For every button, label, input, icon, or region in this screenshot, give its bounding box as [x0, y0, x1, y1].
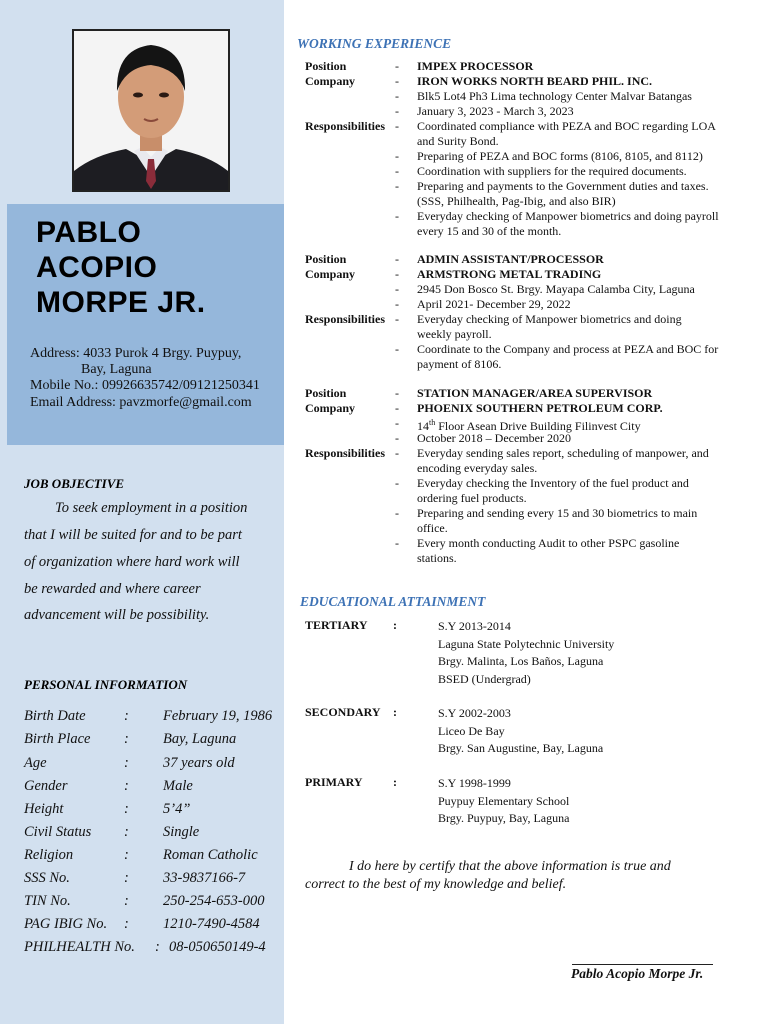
email-address: Email Address: pavzmorfe@gmail.com	[30, 395, 252, 410]
personal-info-colon: :	[124, 916, 129, 932]
experience-dash: -	[395, 209, 399, 223]
personal-info-colon: :	[124, 731, 129, 747]
mobile-number: Mobile No.: 09926635742/09121250341	[30, 378, 260, 393]
experience-dash: -	[395, 104, 399, 118]
personal-info-label: Birth Date	[24, 708, 86, 724]
personal-info-heading: PERSONAL INFORMATION	[24, 677, 188, 692]
experience-value: Coordination with suppliers for the required documents.	[417, 164, 687, 178]
experience-dash: -	[395, 386, 399, 400]
experience-dash: -	[395, 267, 399, 281]
experience-dash: -	[395, 282, 399, 296]
experience-dash: -	[395, 536, 399, 550]
education-level: PRIMARY	[305, 775, 363, 789]
experience-value: payment of 8106.	[417, 357, 502, 371]
objective-line: be rewarded and where career	[24, 581, 201, 597]
experience-dash: -	[395, 119, 399, 133]
experience-value: Blk5 Lot4 Ph3 Lima technology Center Malvar Batangas	[417, 89, 692, 103]
personal-info-value: 37 years old	[163, 755, 235, 771]
experience-value: Everyday checking the Inventory of the fuel product and	[417, 476, 689, 490]
experience-value: October 2018 – December 2020	[417, 431, 571, 445]
experience-row	[305, 401, 745, 415]
experience-row	[305, 386, 745, 400]
personal-info-row	[24, 755, 280, 775]
person-portrait-icon	[74, 31, 228, 190]
name-contact-box	[7, 204, 284, 445]
experience-row	[305, 74, 745, 88]
education-detail: Brgy. San Augustine, Bay, Laguna	[438, 741, 604, 755]
experience-row	[305, 342, 745, 356]
personal-info-colon: :	[124, 847, 129, 863]
education-colon: :	[393, 618, 397, 632]
personal-info-label: Gender	[24, 778, 68, 794]
experience-value: Preparing and payments to the Government duties and taxes.	[417, 179, 709, 193]
personal-info-row	[24, 870, 280, 890]
experience-value: ADMIN ASSISTANT/PROCESSOR	[417, 252, 604, 266]
experience-row	[305, 267, 745, 281]
experience-dash: -	[395, 252, 399, 266]
experience-label: Company	[305, 267, 356, 281]
personal-info-colon: :	[124, 824, 129, 840]
experience-value: PHOENIX SOUTHERN PETROLEUM CORP.	[417, 401, 663, 415]
education-detail: Brgy. Malinta, Los Baños, Laguna	[438, 654, 604, 668]
education-detail: Brgy. Puypuy, Bay, Laguna	[438, 811, 570, 825]
experience-row	[305, 312, 745, 326]
experience-row	[305, 446, 745, 460]
education-level: TERTIARY	[305, 618, 368, 632]
experience-dash: -	[395, 59, 399, 73]
personal-info-colon: :	[124, 778, 129, 794]
education-detail: S.Y 2002-2003	[438, 706, 511, 720]
personal-info-label: PAG IBIG No.	[24, 916, 108, 932]
experience-heading: WORKING EXPERIENCE	[297, 36, 452, 51]
personal-info-value: 250-254-653-000	[163, 893, 265, 909]
signature-name: Pablo Acopio Morpe Jr.	[571, 966, 704, 981]
experience-value: ARMSTRONG METAL TRADING	[417, 267, 602, 281]
experience-row	[305, 461, 745, 475]
name-last: MORPE JR.	[36, 286, 206, 319]
personal-info-value: February 19, 1986	[163, 708, 273, 724]
experience-dash: -	[395, 476, 399, 490]
experience-value: IMPEX PROCESSOR	[417, 59, 534, 73]
personal-info-label: Religion	[24, 847, 74, 863]
experience-value: office.	[417, 521, 448, 535]
certification-line: I do here by certify that the above information is true and	[349, 859, 671, 874]
personal-info-value: 1210-7490-4584	[163, 916, 260, 932]
experience-value: Coordinated compliance with PEZA and BOC regarding LOA	[417, 119, 716, 133]
experience-row	[305, 476, 745, 490]
personal-info-value: 5’4”	[163, 801, 191, 817]
experience-dash: -	[395, 401, 399, 415]
experience-row	[305, 224, 745, 238]
experience-label: Company	[305, 401, 356, 415]
objective-line: that I will be suited for and to be part	[24, 527, 242, 543]
sidebar	[0, 0, 284, 1024]
experience-row	[305, 416, 745, 433]
personal-info-value: Single	[163, 824, 200, 840]
experience-label: Responsibilities	[305, 446, 386, 460]
personal-info-colon: :	[124, 893, 129, 909]
personal-info-label: Height	[24, 801, 64, 817]
experience-value: encoding everyday sales.	[417, 461, 538, 475]
experience-row	[305, 491, 745, 505]
personal-info-colon: :	[124, 870, 129, 886]
personal-info-label: Age	[24, 755, 47, 771]
experience-dash: -	[395, 74, 399, 88]
certification-statement	[305, 858, 725, 894]
experience-label: Responsibilities	[305, 312, 386, 326]
education-detail: Laguna State Polytechnic University	[438, 636, 615, 651]
education-level: SECONDARY	[305, 705, 381, 719]
personal-info-label: PHILHEALTH No.	[24, 939, 135, 955]
education-detail: BSED (Undergrad)	[438, 671, 531, 686]
personal-info-colon: :	[124, 801, 129, 817]
personal-info-row	[24, 778, 280, 798]
personal-info-value: Roman Catholic	[163, 847, 258, 863]
experience-value: Everyday sending sales report, scheduling of manpower, and	[417, 446, 709, 460]
personal-info-value: Bay, Laguna	[163, 731, 237, 747]
experience-row	[305, 104, 745, 118]
experience-value: IRON WORKS NORTH BEARD PHIL. INC.	[417, 74, 653, 88]
experience-value: April 2021- December 29, 2022	[417, 297, 571, 311]
experience-value: Every month conducting Audit to other PSPC gasoline	[417, 536, 680, 550]
education-colon: :	[393, 775, 397, 789]
personal-info-label: SSS No.	[24, 870, 70, 886]
experience-row	[305, 327, 745, 341]
personal-info-row	[24, 801, 280, 821]
experience-value: stations.	[417, 551, 457, 565]
experience-value: (SSS, Philhealth, Pag-Ibig, and also BIR)	[417, 194, 616, 208]
personal-info-row	[24, 731, 280, 751]
address-line-1: Address: 4033 Purok 4 Brgy. Puypuy,	[30, 346, 242, 361]
education-detail: S.Y 2013-2014	[438, 619, 511, 633]
experience-row	[305, 282, 745, 296]
experience-row	[305, 164, 745, 178]
address-line-2: Bay, Laguna	[81, 362, 152, 377]
education-heading: EDUCATIONAL ATTAINMENT	[300, 594, 486, 609]
personal-info-row	[24, 893, 280, 913]
objective-heading: JOB OBJECTIVE	[24, 476, 125, 491]
personal-info-row	[24, 939, 280, 959]
experience-row	[305, 179, 745, 193]
personal-info-row	[24, 824, 280, 844]
personal-info-colon: :	[124, 708, 129, 724]
certification-line: correct to the best of my knowledge and belief.	[305, 877, 567, 892]
education-detail: Liceo De Bay	[438, 723, 505, 738]
experience-dash: -	[395, 312, 399, 326]
objective-line: of organization where hard work will	[24, 554, 240, 570]
experience-value: and Surity Bond.	[417, 134, 499, 148]
experience-dash: -	[395, 149, 399, 163]
personal-info-row	[24, 708, 280, 728]
experience-row	[305, 119, 745, 133]
personal-info-label: TIN No.	[24, 893, 71, 909]
personal-info-value: 08-050650149-4	[169, 939, 266, 955]
profile-photo	[72, 29, 230, 192]
experience-row	[305, 297, 745, 311]
experience-row	[305, 551, 745, 565]
experience-row	[305, 506, 745, 520]
education-colon: :	[393, 705, 397, 719]
experience-value: Everyday checking of Manpower biometrics and doing	[417, 312, 682, 326]
experience-value: STATION MANAGER/AREA SUPERVISOR	[417, 386, 653, 400]
experience-value: Everyday checking of Manpower biometrics and doing payroll	[417, 209, 719, 223]
experience-value: 2945 Don Bosco St. Brgy. Mayapa Calamba City, Laguna	[417, 282, 695, 296]
experience-value: ordering fuel products.	[417, 491, 527, 505]
personal-info-colon: :	[124, 755, 129, 771]
name-middle: ACOPIO	[36, 251, 158, 284]
signature-line	[572, 964, 713, 965]
experience-row	[305, 252, 745, 266]
experience-row	[305, 357, 745, 371]
experience-row	[305, 134, 745, 148]
experience-row	[305, 209, 745, 223]
experience-row	[305, 536, 745, 550]
experience-value: Preparing of PEZA and BOC forms (8106, 8105, and 8112)	[417, 149, 703, 163]
experience-dash: -	[395, 416, 399, 430]
experience-row	[305, 89, 745, 103]
personal-info-value: Male	[163, 778, 193, 794]
personal-info-value: 33-9837166-7	[163, 870, 246, 886]
personal-info-label: Birth Place	[24, 731, 91, 747]
experience-label: Position	[305, 59, 347, 73]
experience-row	[305, 431, 745, 445]
objective-line: advancement will be possibility.	[24, 607, 210, 623]
experience-row	[305, 194, 745, 208]
experience-label: Position	[305, 386, 347, 400]
experience-row	[305, 59, 745, 73]
experience-value: every 15 and 30 of the month.	[417, 224, 562, 238]
experience-row	[305, 521, 745, 535]
experience-value: 14th Floor Asean Drive Building Filinvest City	[417, 418, 641, 433]
personal-info-row	[24, 916, 280, 936]
experience-dash: -	[395, 297, 399, 311]
experience-value: Preparing and sending every 15 and 30 biometrics to main	[417, 506, 698, 520]
experience-label: Company	[305, 74, 356, 88]
education-detail: Puypuy Elementary School	[438, 793, 570, 808]
experience-label: Position	[305, 252, 347, 266]
education-detail: S.Y 1998-1999	[438, 776, 511, 790]
experience-dash: -	[395, 179, 399, 193]
experience-dash: -	[395, 446, 399, 460]
objective-line: To seek employment in a position	[55, 500, 248, 516]
experience-dash: -	[395, 164, 399, 178]
personal-info-row	[24, 847, 280, 867]
experience-dash: -	[395, 342, 399, 356]
name-first: PABLO	[36, 216, 142, 249]
experience-label: Responsibilities	[305, 119, 386, 133]
experience-dash: -	[395, 506, 399, 520]
personal-info-colon: :	[155, 939, 160, 955]
experience-dash: -	[395, 89, 399, 103]
experience-value: weekly payroll.	[417, 327, 492, 341]
personal-info-label: Civil Status	[24, 824, 92, 840]
experience-value: January 3, 2023 - March 3, 2023	[417, 104, 574, 118]
experience-dash: -	[395, 431, 399, 445]
experience-value: Coordinate to the Company and process at PEZA and BOC for	[417, 342, 719, 356]
experience-row	[305, 149, 745, 163]
